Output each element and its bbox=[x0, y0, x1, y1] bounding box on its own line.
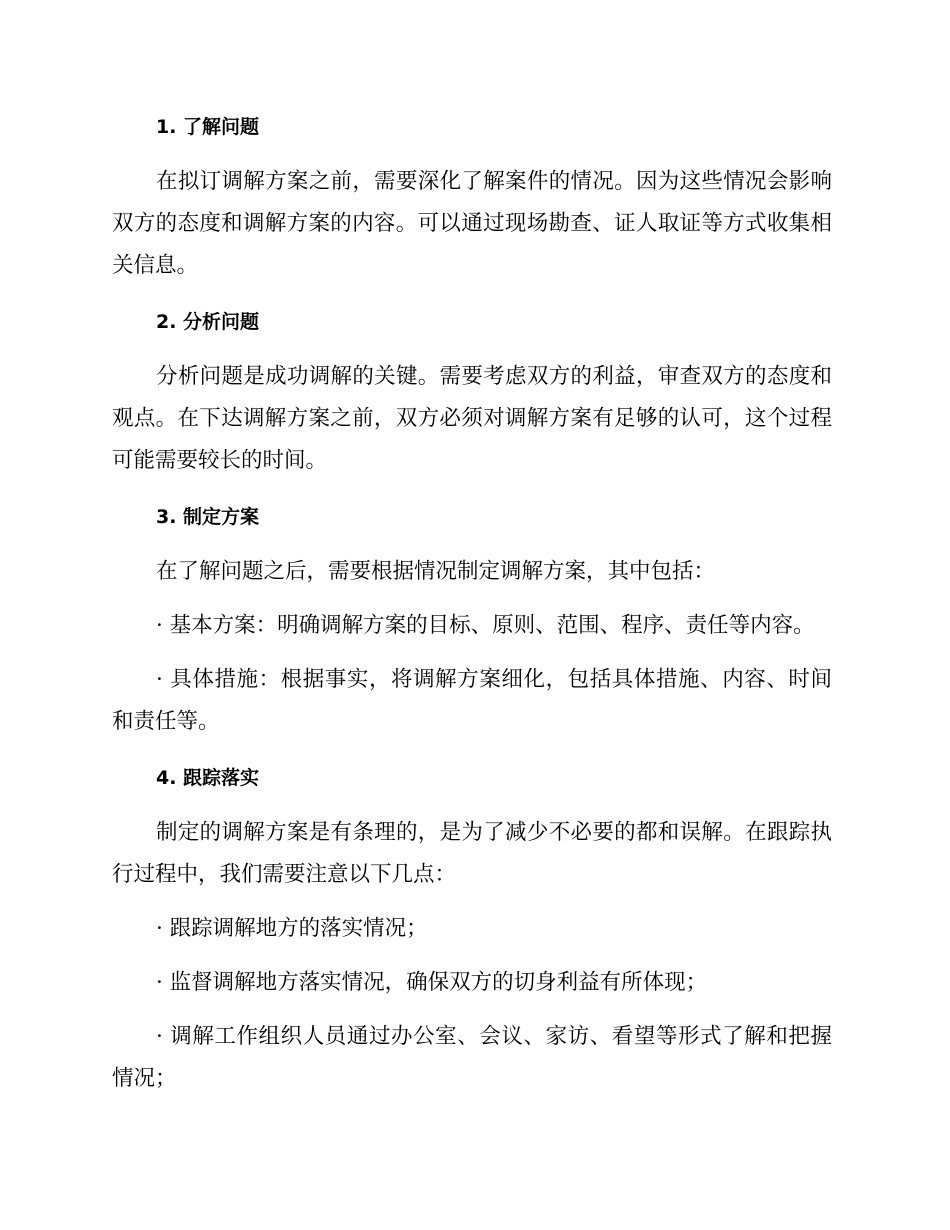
section-heading: 3. 制定方案 bbox=[156, 506, 260, 528]
section-analyze-problem bbox=[112, 299, 832, 482]
bullet-item: · 基本方案：明确调解方案的目标、原则、范围、程序、责任等内容。 bbox=[156, 613, 815, 638]
bullet-item: · 具体措施：根据事实，将调解方案细化，包括具体措施、内容、时间和责任等。 bbox=[112, 667, 832, 734]
section-follow-up bbox=[112, 755, 832, 1100]
section-understand-problem bbox=[112, 104, 832, 287]
section-heading: 4. 跟踪落实 bbox=[156, 767, 260, 789]
bullet-item: · 监督调解地方落实情况，确保双方的切身利益有所体现； bbox=[156, 970, 708, 995]
section-heading: 1. 了解问题 bbox=[156, 116, 260, 138]
section-make-plan bbox=[112, 494, 832, 743]
body-paragraph: 在了解问题之后，需要根据情况制定调解方案，其中包括： bbox=[156, 559, 716, 584]
body-paragraph: 在拟订调解方案之前，需要深化了解案件的情况。因为这些情况会影响双方的态度和调解方案的内容。可以通过现场勘查、证人取证等方式收集相关信息。 bbox=[112, 169, 832, 278]
body-paragraph: 分析问题是成功调解的关键。需要考虑双方的利益，审查双方的态度和观点。在下达调解方案之前，双方必须对调解方案有足够的认可，这个过程可能需要较长的时间。 bbox=[112, 364, 832, 473]
bullet-item: · 调解工作组织人员通过办公室、会议、家访、看望等形式了解和把握情况； bbox=[112, 1024, 832, 1091]
document-page bbox=[112, 104, 832, 1112]
body-paragraph: 制定的调解方案是有条理的，是为了减少不必要的都和误解。在跟踪执行过程中，我们需要注意以下几点： bbox=[112, 820, 832, 887]
section-heading: 2. 分析问题 bbox=[156, 311, 260, 333]
bullet-item: · 跟踪调解地方的落实情况； bbox=[156, 916, 428, 941]
